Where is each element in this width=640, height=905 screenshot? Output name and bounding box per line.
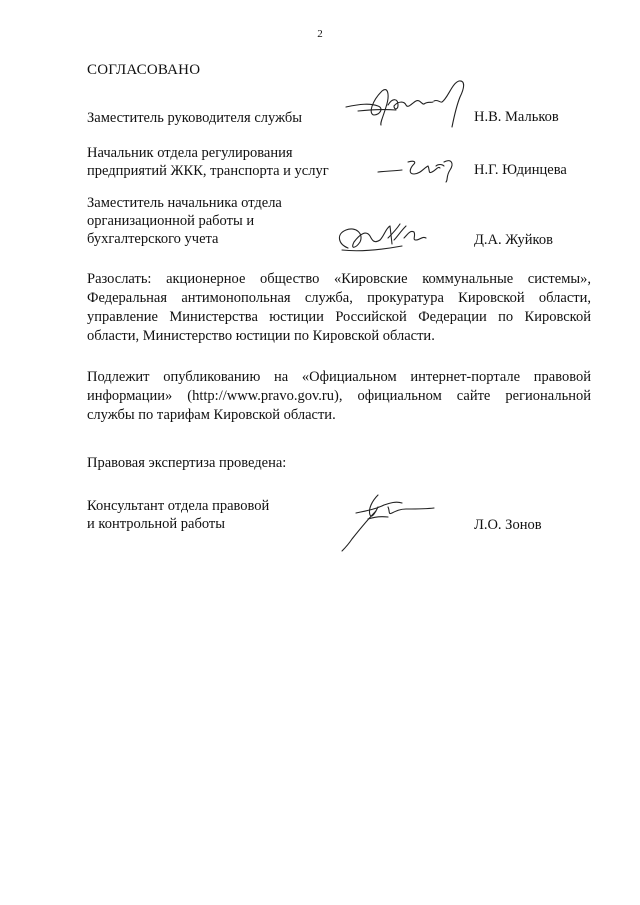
signatory-position: Заместитель руководителя службы bbox=[87, 110, 303, 126]
signatory-position: Консультант отдела правовой и контрольной работы bbox=[87, 498, 270, 532]
approval-heading: СОГЛАСОВАНО bbox=[87, 62, 201, 78]
page-number: 2 bbox=[317, 28, 323, 40]
signatory-name: Л.О. Зонов bbox=[474, 517, 542, 533]
publication-paragraph: Подлежит опубликованию на «Официальном интернет-портале правовой информации» (http://www.pravo.gov.ru), официальном сайте региональной службы по тарифам Кировской области. bbox=[87, 369, 591, 423]
signatory-name: Д.А. Жуйков bbox=[474, 232, 553, 248]
legal-review-statement: Правовая экспертиза проведена: bbox=[87, 455, 287, 471]
distribution-paragraph: Разослать: акционерное общество «Кировские коммунальные системы», Федеральная антимонопольная служба, прокуратура Кировской области, управление Министерства юстиции Российской Федерации по Кировской области, Министерство юстиции по Кировской области. bbox=[87, 271, 591, 344]
signatory-name: Н.В. Мальков bbox=[474, 109, 559, 125]
signatory-position: Заместитель начальника отдела организационной работы и бухгалтерского учета bbox=[87, 195, 282, 247]
handwritten-signature-icon bbox=[338, 77, 478, 137]
handwritten-signature-icon bbox=[338, 489, 438, 553]
handwritten-signature-icon bbox=[374, 150, 464, 184]
handwritten-signature-icon bbox=[330, 214, 440, 262]
signatory-name: Н.Г. Юдинцева bbox=[474, 162, 567, 178]
signatory-position: Начальник отдела регулирования предприятий ЖКК, транспорта и услуг bbox=[87, 145, 329, 179]
